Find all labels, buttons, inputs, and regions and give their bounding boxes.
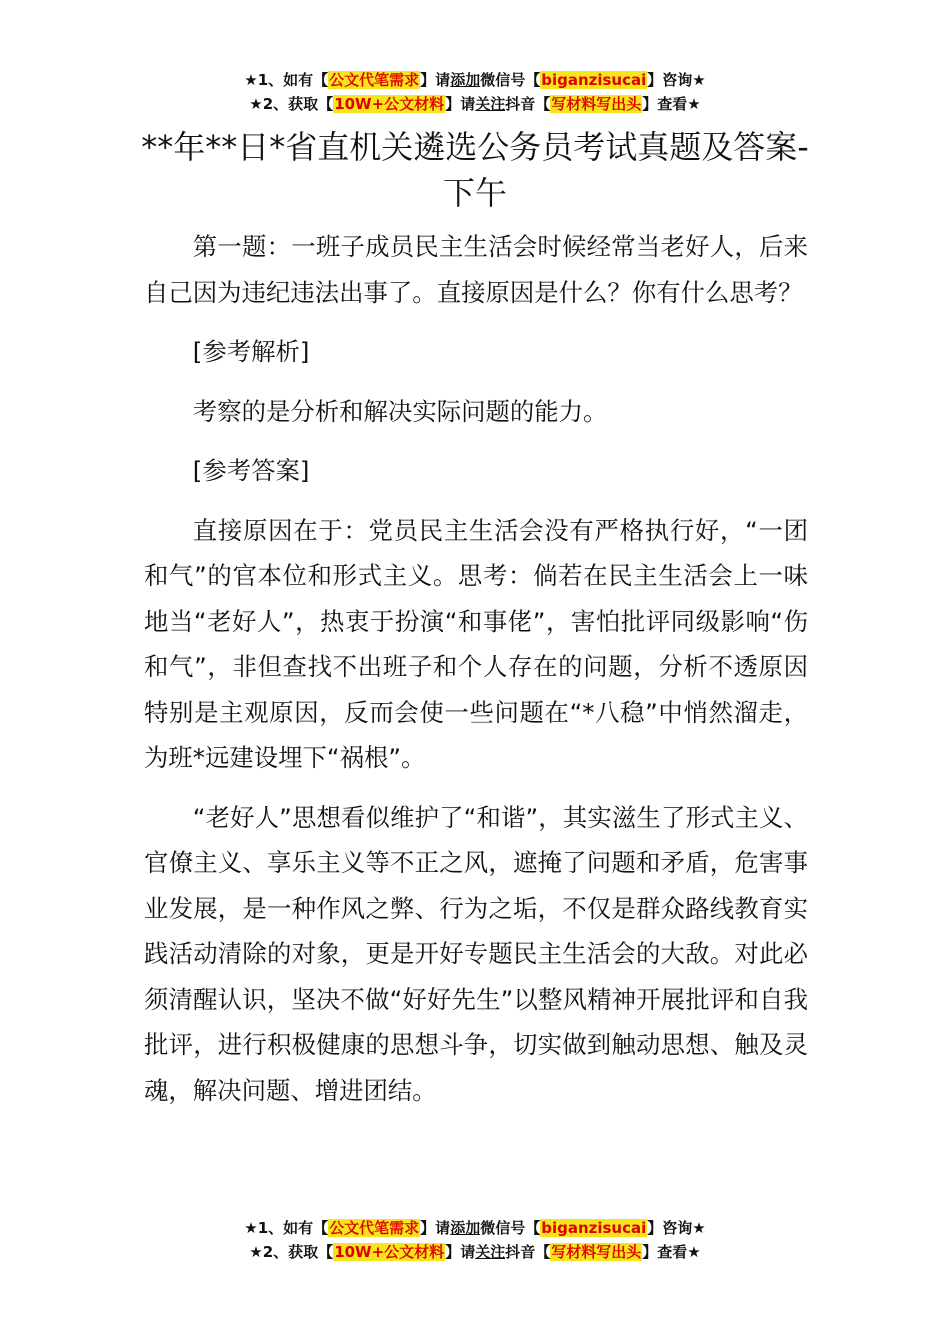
highlight-wechat-id: biganzisucai: [541, 1219, 647, 1237]
document-title: **年**日*省直机关遴选公务员考试真题及答案-下午: [141, 128, 809, 212]
highlight-service: 公文代笔需求: [329, 1219, 420, 1237]
promo-banner-bottom: [0, 1216, 950, 1264]
analysis-tag: [参考解析]: [192, 337, 310, 366]
question-paragraph: 第一题：一班子成员民主生活会时候经常当老好人，后来自己因为违纪违法出事了。直接原因是什么？你有什么思考？: [144, 232, 808, 307]
promo-line-2: ★2、获取【10W+公文材料】请关注抖音【写材料写出头】查看★: [249, 1243, 701, 1261]
highlight-materials: 10W+公文材料: [334, 95, 445, 113]
highlight-service: 公文代笔需求: [329, 71, 420, 89]
highlight-douyin-id: 写材料写出头: [551, 1243, 642, 1261]
answer-paragraph-2: “老好人”思想看似维护了“和谐”，其实滋生了形式主义、官僚主义、享乐主义等不正之风，遮掩了问题和矛盾，危害事业发展，是一种作风之弊、行为之垢，不仅是群众路线教育实践活动清除的对象，更是开好专题民主生活会的大敌。对此必须清醒认识，坚决不做“好好先生”以整风精神开展批评和自我批评，进行积极健康的思想斗争，切实做到触动思想、触及灵魂，解决问题、增进团结。: [144, 802, 808, 1105]
promo-banner-top: [0, 68, 950, 116]
answer-paragraph-1: 直接原因在于：党员民主生活会没有严格执行好，“一团和气”的官本位和形式主义。思考：倘若在民主生活会上一味地当“老好人”，热衷于扮演“和事佬”，害怕批评同级影响“伤和气”，非但查找不出班子和个人存在的问题，分析不透原因特别是主观原因，反而会使一些问题在“*八稳”中悄然溜走，为班*远建设埋下“祸根”。: [144, 515, 808, 772]
document-body: [144, 224, 808, 1127]
promo-line-1: ★1、如有【公文代笔需求】请添加微信号【biganzisucai】咨询★: [244, 71, 706, 89]
highlight-douyin-id: 写材料写出头: [551, 95, 642, 113]
analysis-paragraph: 考察的是分析和解决实际问题的能力。: [192, 396, 608, 426]
promo-line-1: ★1、如有【公文代笔需求】请添加微信号【biganzisucai】咨询★: [244, 1219, 706, 1237]
highlight-materials: 10W+公文材料: [334, 1243, 445, 1261]
highlight-wechat-id: biganzisucai: [541, 71, 647, 89]
promo-line-2: ★2、获取【10W+公文材料】请关注抖音【写材料写出头】查看★: [249, 95, 701, 113]
answer-tag: [参考答案]: [192, 456, 310, 485]
